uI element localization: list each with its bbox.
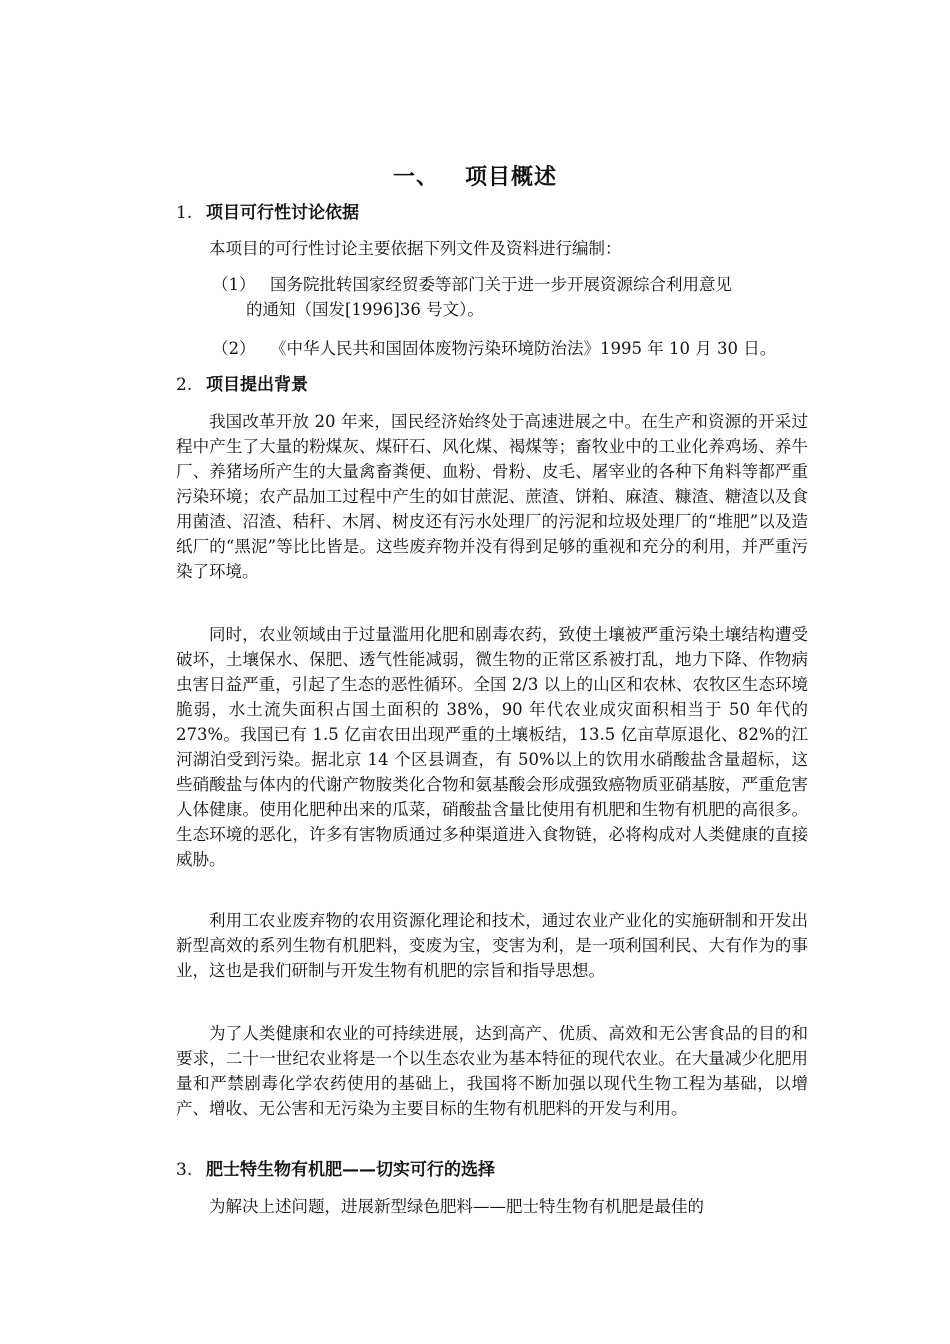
section-1-heading (176, 201, 359, 225)
paragraph: 为解决上述问题，进展新型绿色肥料——肥士特生物有机肥是最佳的 (209, 1197, 704, 1216)
paragraph: 我国改革开放 20 年来，国民经济始终处于高速进展之中。在生产和资源的开采过程中产生了大量的粉煤灰、煤矸石、风化煤、褐煤等；畜牧业中的工业化养鸡场、养牛厂、养猪场所产生的大量禽畜粪便、血粉、骨粉、皮毛、屠宰业的各种下角料等都严重污染环境；农产品加工过程中产生的如甘蔗泥、蔗渣、饼粕、麻渣、糠渣、糖渣以及食用菌渣、沼渣、秸秆、木屑、树皮还有污水处理厂的污泥和垃圾处理厂的“堆肥”以及造纸厂的“黑泥”等比比皆是。这些废弃物并没有得到足够的重视和充分的利用，并严重污染了环境。 (176, 412, 808, 581)
section-heading-text: 项目提出背景 (206, 375, 308, 395)
title-number: 一、 (392, 165, 439, 190)
section-number: 2. (176, 375, 193, 395)
section-3-heading (176, 1158, 495, 1182)
section-2-heading (176, 373, 308, 397)
section-number: 1. (176, 203, 193, 223)
document-title (0, 160, 950, 191)
section-heading-text: 项目可行性讨论依据 (206, 203, 359, 223)
list-item (212, 336, 832, 361)
list-item-number: （2） (212, 339, 256, 358)
paragraph: 为了人类健康和农业的可持续进展，达到高产、优质、高效和无公害食品的目的和要求，二十一世纪农业将是一个以生态农业为基本特征的现代农业。在大量减少化肥用量和严禁剧毒化学农药使用的基础上，我国将不断加强以现代生物工程为基础，以增产、增收、无公害和无污染为主要目标的生物有机肥料的开发与利用。 (176, 1024, 808, 1118)
paragraph: 同时，农业领域由于过量滥用化肥和剧毒农药，致使土壤被严重污染土壤结构遭受破坏，土壤保水、保肥、透气性能减弱，微生物的正常区系被打乱，地力下降、作物病虫害日益严重，引起了生态的恶性循环。全国 2/3 以上的山区和农林、农牧区生态环境脆弱，水土流失面积占国土面积的 38%，90 年代农业成灾面积相当于 50 年代的 273%。我国已有 1.5 亿亩农田出现严重的土壤板结，13.5 亿亩草原退化、82%的江河湖泊受到污染。据北京 14 个区县调查，有 50%以上的饮用水硝酸盐含量超标，这些硝酸盐与体内的代谢产物胺类化合物和氨基酸会形成强致癌物质亚硝基胺，严重危害人体健康。使用化肥种出来的瓜菜，硝酸盐含量比使用有机肥和生物有机肥的高很多。生态环境的恶化，许多有害物质通过多种渠道进入食物链，必将构成对人类健康的直接威胁。 (176, 625, 808, 869)
paragraph: 利用工农业废弃物的农用资源化理论和技术，通过农业产业化的实施研制和开发出新型高效的系列生物有机肥料，变废为宝，变害为利，是一项利国利民、大有作为的事业，这也是我们研制与开发生物有机肥的宗旨和指导思想。 (176, 911, 808, 980)
list-item-line2: 的通知（国发[1996]36 号文）。 (246, 300, 484, 319)
title-text: 项目概述 (465, 165, 558, 190)
list-item-number: （1） (212, 275, 256, 294)
list-item (212, 272, 812, 322)
list-item-line1: 《中华人民共和国固体废物污染环境防治法》1995 年 10 月 30 日。 (270, 339, 777, 358)
section-heading-text: 肥士特生物有机肥——切实可行的选择 (206, 1160, 495, 1180)
list-item-line1: 国务院批转国家经贸委等部门关于进一步开展资源综合利用意见 (270, 275, 732, 294)
section-1-intro: 本项目的可行性讨论主要依据下列文件及资料进行编制： (209, 239, 622, 258)
section-number: 3. (176, 1160, 193, 1180)
